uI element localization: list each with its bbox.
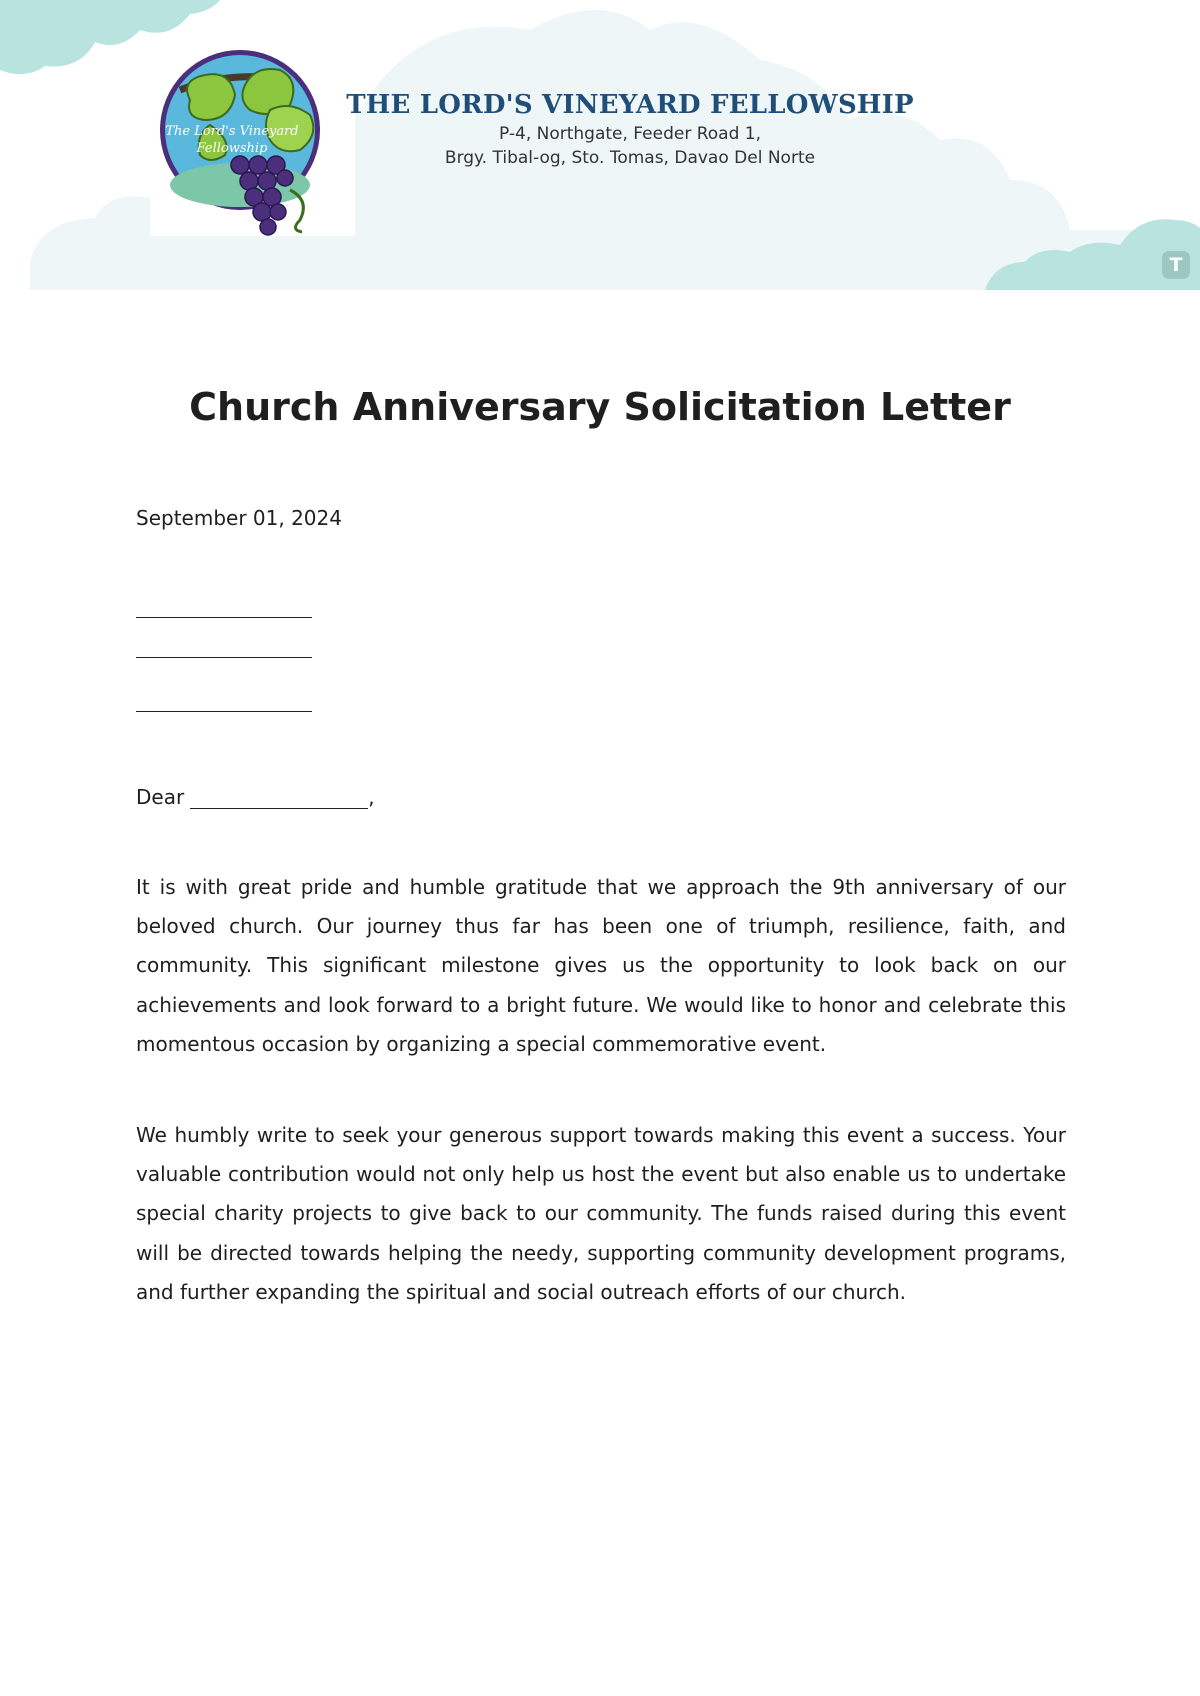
salutation [136, 785, 375, 809]
salutation-prefix: Dear [136, 785, 185, 809]
template-badge-icon[interactable]: T [1162, 251, 1190, 279]
salutation-suffix: , [368, 785, 375, 809]
address-line-1: P-4, Northgate, Feeder Road 1, [498, 124, 761, 144]
recipient-title-blank[interactable] [136, 657, 312, 658]
organization-name: THE LORD'S VINEYARD FELLOWSHIP [346, 90, 914, 120]
recipient-address-blank[interactable] [136, 711, 312, 712]
recipient-name-blank[interactable] [136, 617, 312, 618]
salutation-name-blank[interactable] [190, 788, 368, 809]
body-paragraph-2: We humbly write to seek your generous support towards making this event a success. Your valuable contribution would not only help us host the event but also enable us to undertake special charity projects to give back to our community. The funds raised during this event will be directed towards helping the needy, supporting community development programs, and further expanding the spiritual and social outreach efforts of our church. [136, 1123, 1066, 1304]
letter-title: Church Anniversary Solicitation Letter [189, 385, 1011, 429]
church-logo [150, 50, 350, 240]
organization-address [330, 122, 930, 170]
logo-text-line1: The Lord's Vineyard [165, 124, 299, 139]
logo-text-line2: Fellowship [196, 141, 268, 156]
letter-date: September 01, 2024 [136, 506, 342, 530]
body-paragraph-1: It is with great pride and humble gratitude that we approach the 9th anniversary of our beloved church. Our journey thus far has been one of triumph, resilience, faith, and community. This significant milestone gives us the opportunity to look back on our achievements and look forward to a bright future. We would like to honor and celebrate this momentous occasion by organizing a special commemorative event. [136, 875, 1066, 1056]
address-line-2: Brgy. Tibal-og, Sto. Tomas, Davao Del Norte [444, 148, 816, 168]
letterhead [0, 0, 1200, 300]
